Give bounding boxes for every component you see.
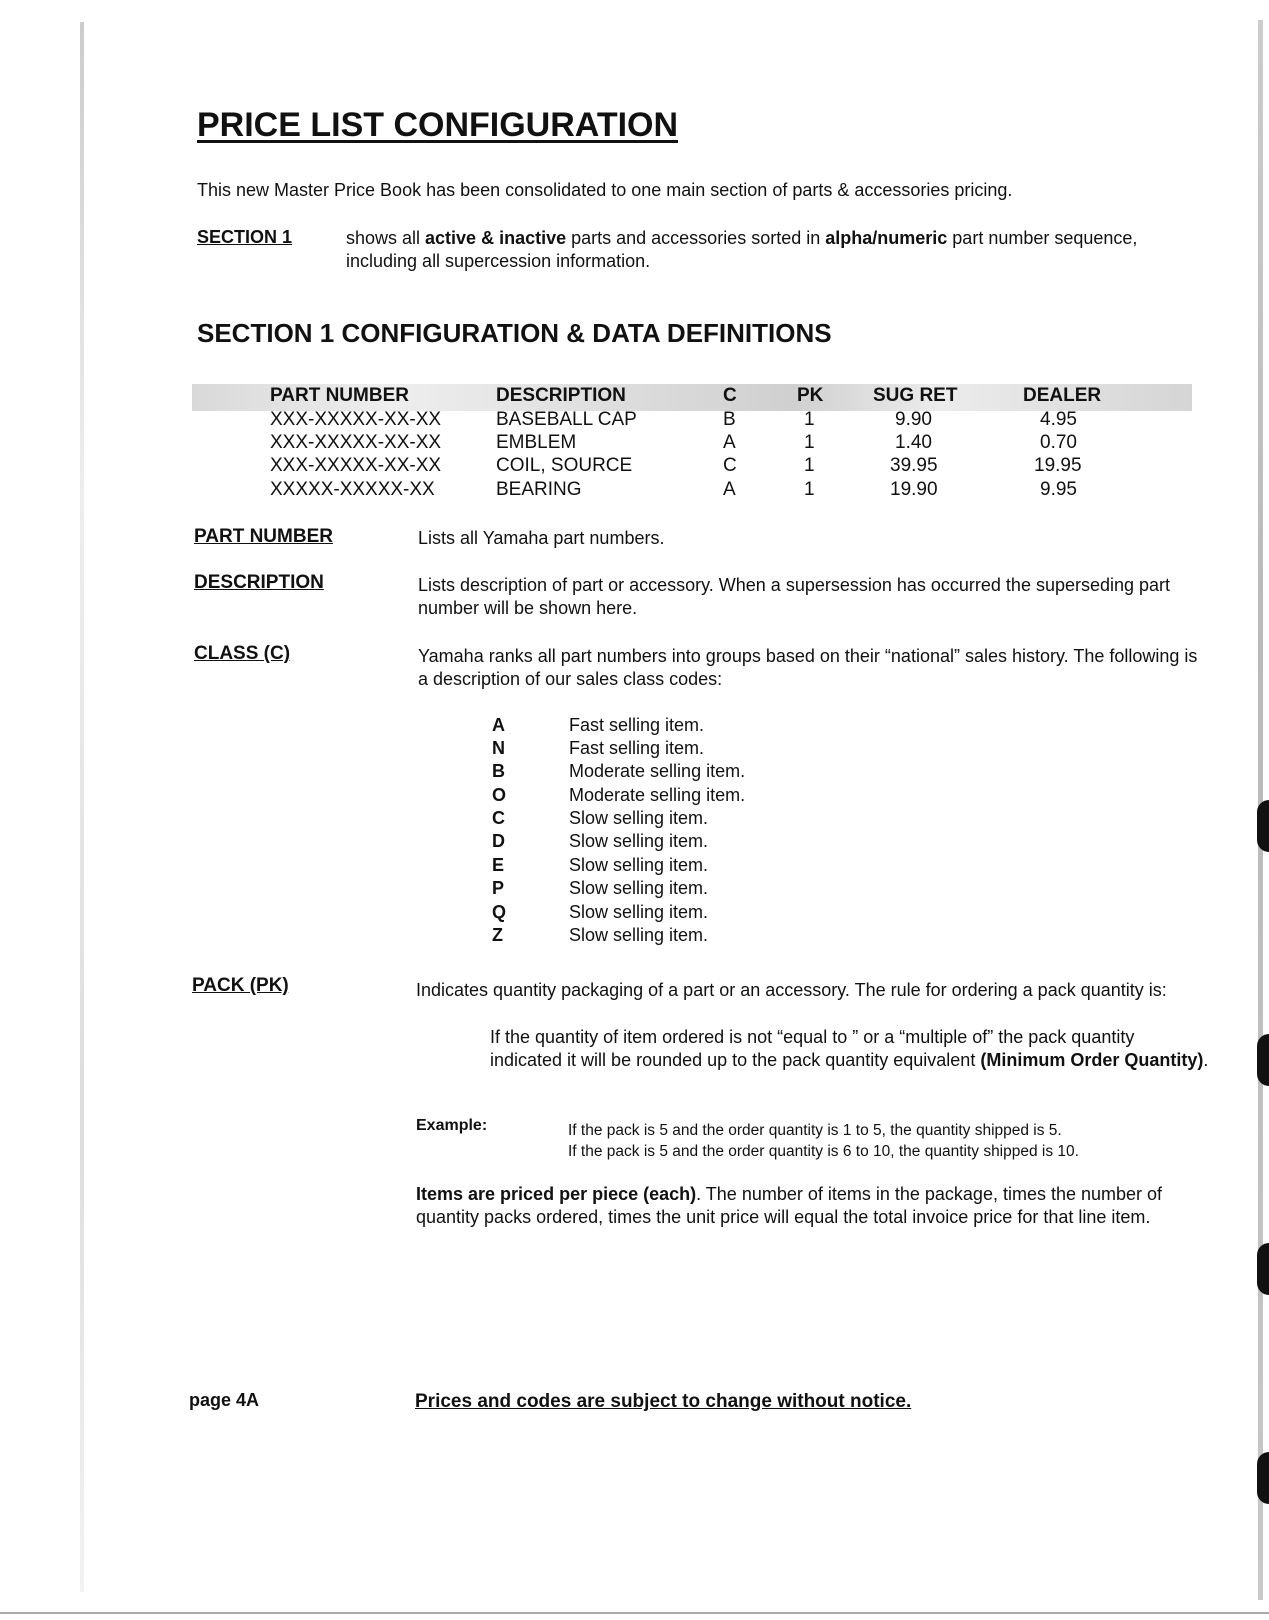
class-code-desc: Fast selling item. (569, 715, 705, 735)
def-text-class: Yamaha ranks all part numbers into groups based on their “national” sales history. The following is a description of our sales class codes: (418, 646, 1198, 689)
def-text-pack: Indicates quantity packaging of a part or an accessory. The rule for ordering a pack quantity is: (416, 980, 1167, 1000)
cell-class: A (723, 479, 736, 500)
cell-class: C (723, 455, 737, 476)
class-code: E (492, 855, 505, 875)
section1-label: SECTION 1 (197, 227, 293, 247)
cell-part-number: XXXXX-XXXXX-XX (270, 479, 435, 500)
scan-edge-bottom (0, 1612, 1269, 1614)
cell-description: BEARING (496, 479, 582, 500)
class-code: Z (492, 925, 503, 945)
page-title: PRICE LIST CONFIGURATION (197, 106, 679, 144)
class-code-desc: Slow selling item. (569, 925, 709, 945)
class-code-desc: Fast selling item. (569, 738, 705, 758)
cell-sug-ret: 39.95 (890, 455, 938, 476)
class-code: A (492, 715, 505, 735)
cell-description: BASEBALL CAP (496, 409, 637, 430)
class-code: Q (492, 902, 507, 922)
cell-sug-ret: 1.40 (895, 432, 932, 453)
cell-sug-ret: 9.90 (895, 409, 932, 430)
cell-dealer: 19.95 (1034, 455, 1082, 476)
example-line: If the pack is 5 and the order quantity is 6 to 10, the quantity shipped is 10. (568, 1143, 1079, 1160)
binder-hole (1257, 1243, 1269, 1295)
col-header-pack: PK (797, 385, 824, 406)
class-code-desc: Moderate selling item. (569, 785, 746, 805)
class-code-desc: Slow selling item. (569, 831, 709, 851)
pricing-note: Items are priced per piece (each). The number of items in the package, times the number of quantity packs ordered, times the unit price will equal the total invoice price for that line item. (416, 1184, 1163, 1227)
class-code: O (492, 785, 507, 805)
cell-dealer: 0.70 (1040, 432, 1077, 453)
class-code-desc: Slow selling item. (569, 878, 709, 898)
binder-hole (1257, 800, 1269, 852)
cell-pack: 1 (804, 432, 815, 453)
def-text-description: Lists description of part or accessory. When a supersession has occurred the superseding part number will be shown here. (418, 575, 1171, 618)
col-header-sug-ret: SUG RET (873, 385, 958, 406)
cell-sug-ret: 19.90 (890, 479, 938, 500)
binder-hole (1257, 1034, 1269, 1086)
class-code: B (492, 761, 505, 781)
col-header-class: C (723, 385, 737, 406)
example-line: If the pack is 5 and the order quantity is 1 to 5, the quantity shipped is 5. (568, 1122, 1062, 1139)
scan-edge-left (80, 22, 84, 1592)
binder-hole (1257, 1452, 1269, 1504)
def-label-description: DESCRIPTION (194, 572, 324, 593)
page-number: page 4A (189, 1390, 260, 1410)
cell-class: B (723, 409, 736, 430)
config-heading: SECTION 1 CONFIGURATION & DATA DEFINITIONS (197, 318, 832, 348)
class-code-desc: Slow selling item. (569, 855, 709, 875)
col-header-part-number: PART NUMBER (270, 385, 409, 406)
footer-disclaimer: Prices and codes are subject to change without notice. (415, 1391, 912, 1412)
cell-dealer: 9.95 (1040, 479, 1077, 500)
def-label-pack: PACK (PK) (192, 975, 289, 996)
class-code: C (492, 808, 505, 828)
section1-text: shows all active & inactive parts and accessories sorted in alpha/numeric part number sequence, including all supercession information. (346, 228, 1138, 271)
def-label-part-number: PART NUMBER (194, 526, 333, 547)
class-code-desc: Slow selling item. (569, 808, 709, 828)
intro-text: This new Master Price Book has been consolidated to one main section of parts & accessories pricing. (197, 180, 1013, 200)
def-text-part-number: Lists all Yamaha part numbers. (418, 528, 665, 548)
class-code: P (492, 878, 505, 898)
def-label-class: CLASS (C) (194, 643, 291, 664)
col-header-dealer: DEALER (1023, 385, 1102, 406)
cell-dealer: 4.95 (1040, 409, 1077, 430)
example-label: Example: (416, 1117, 488, 1134)
cell-part-number: XXX-XXXXX-XX-XX (270, 455, 442, 476)
cell-description: EMBLEM (496, 432, 577, 453)
pack-rule: If the quantity of item ordered is not “equal to ” or a “multiple of” the pack quantity indicated it will be rounded up to the pack quantity equivalent (Minimum Order Quantity). (490, 1027, 1209, 1070)
class-code: D (492, 831, 505, 851)
cell-part-number: XXX-XXXXX-XX-XX (270, 432, 442, 453)
cell-pack: 1 (804, 455, 815, 476)
class-code-desc: Moderate selling item. (569, 761, 746, 781)
cell-pack: 1 (804, 479, 815, 500)
class-code-desc: Slow selling item. (569, 902, 709, 922)
col-header-description: DESCRIPTION (496, 385, 626, 406)
cell-description: COIL, SOURCE (496, 455, 633, 476)
cell-pack: 1 (804, 409, 815, 430)
cell-class: A (723, 432, 736, 453)
class-code: N (492, 738, 505, 758)
cell-part-number: XXX-XXXXX-XX-XX (270, 409, 442, 430)
